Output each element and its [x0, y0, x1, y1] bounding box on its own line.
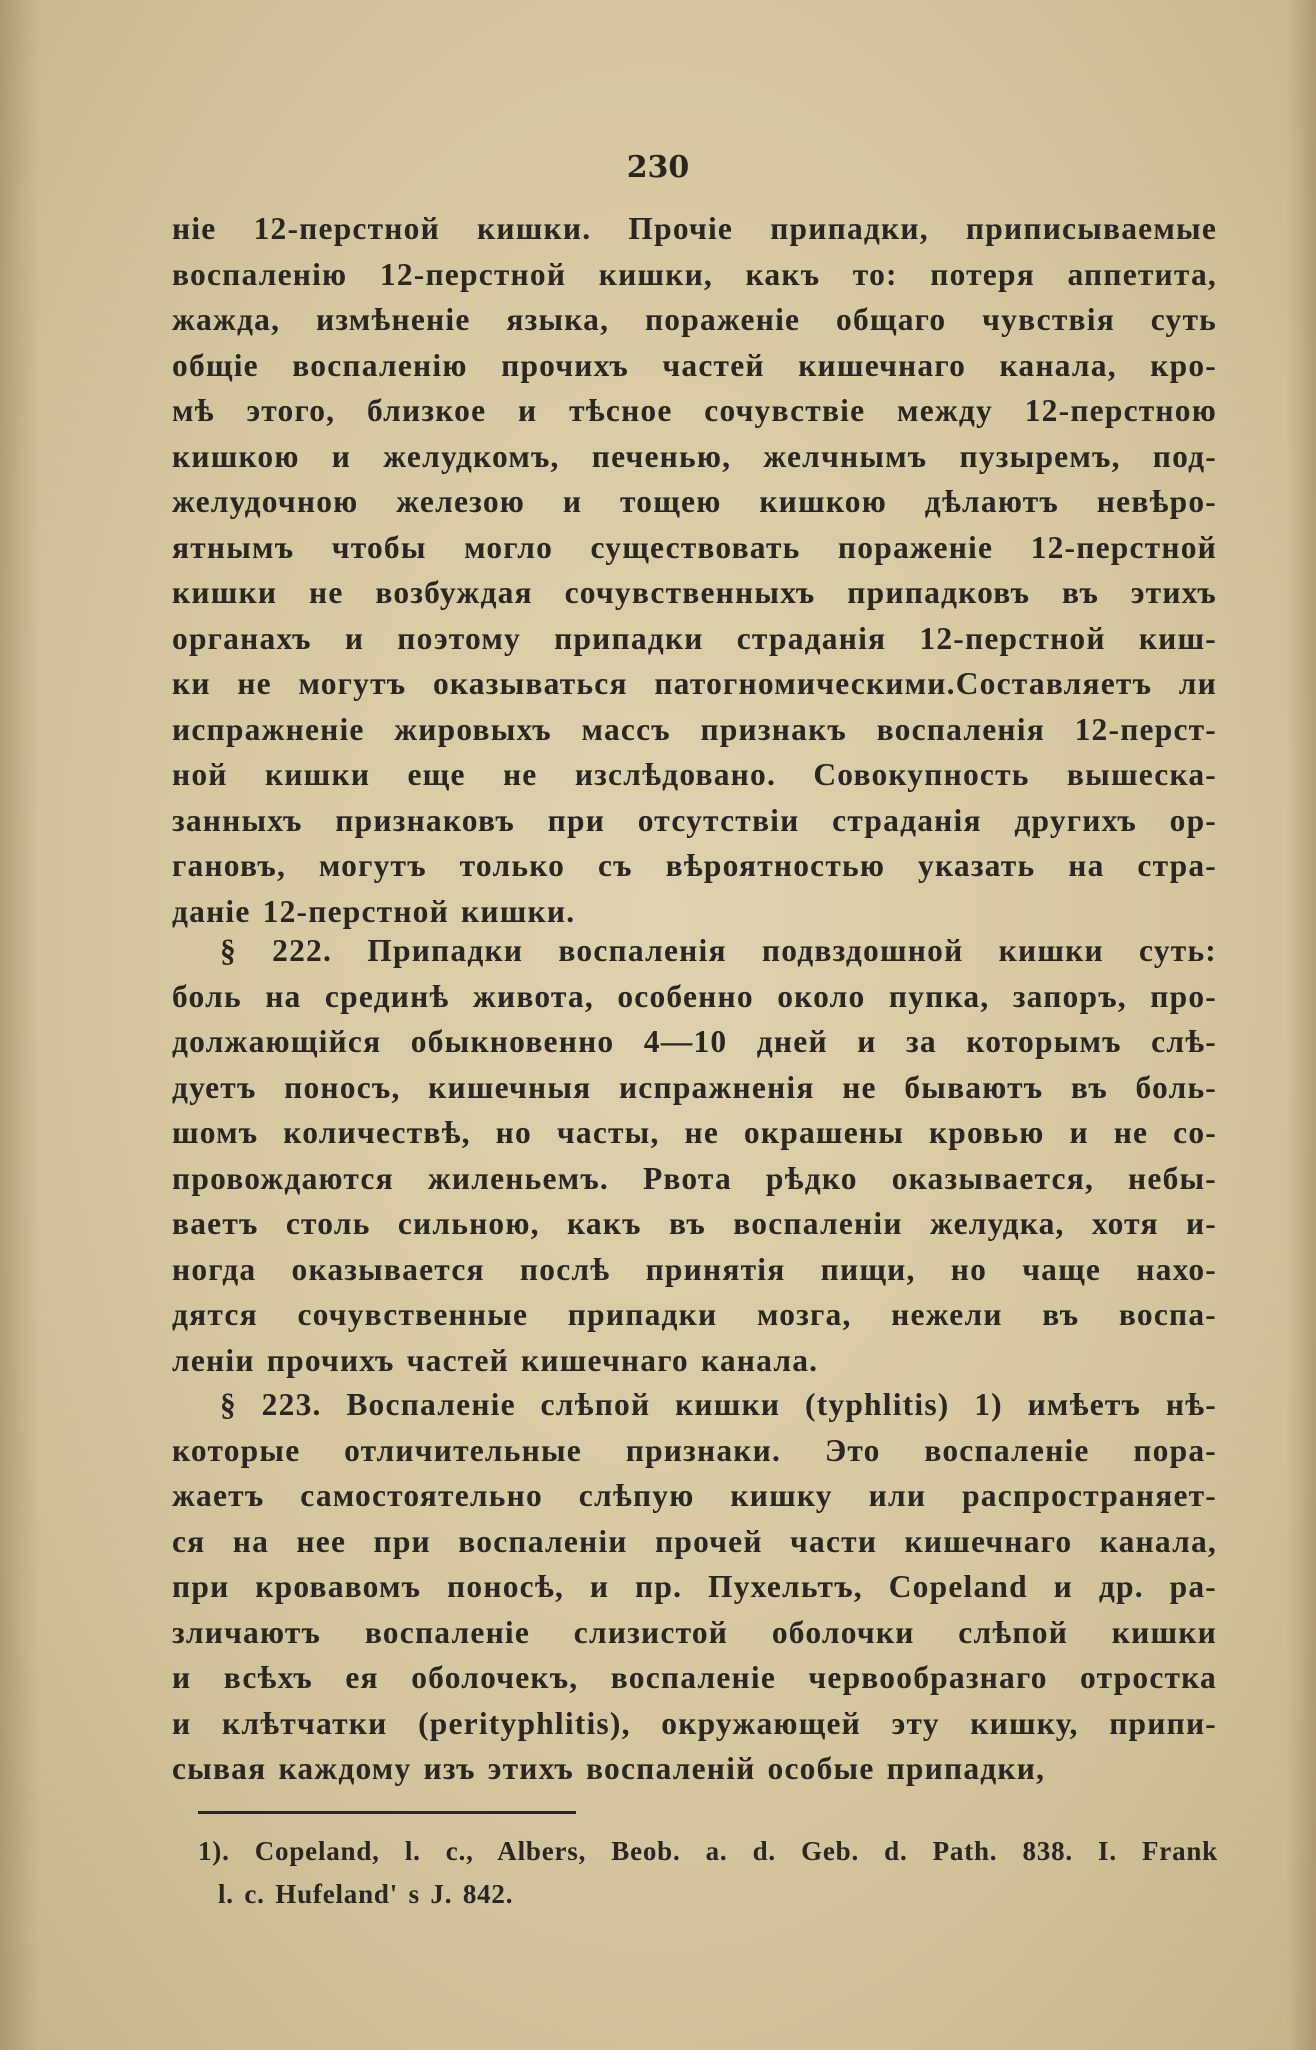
text-line: дуетъ поносъ, кишечныя испражненія не бываютъ въ боль- [172, 1069, 1217, 1105]
text-line: воспаленію 12-перстной кишки, какъ то: потеря аппетита, [172, 256, 1217, 292]
text-line: ніе 12-перстной кишки. Прочіе припадки, приписываемые [172, 211, 1217, 246]
text-line: органахъ и поэтому припадки страданія 12-перстной киш- [172, 620, 1217, 656]
footnote-line: l. c. Hufeland' s J. 842. [218, 1879, 514, 1909]
paragraph-section-222 [172, 928, 1217, 1383]
footnote-separator [198, 1811, 576, 1814]
text-line: боль на срединѣ живота, особенно около пупка, запоръ, про- [172, 978, 1217, 1014]
text-line: ваетъ столь сильною, какъ въ воспаленіи желудка, хотя и- [172, 1206, 1217, 1241]
text-line: которые отличительные признаки. Это воспаленіе пора- [172, 1432, 1217, 1468]
text-line: жаетъ самостоятельно слѣпую кишку или распространяет- [172, 1478, 1217, 1513]
text-line: занныхъ признаковъ при отсутствіи страданія другихъ ор- [172, 802, 1217, 838]
text-line: даніе 12-перстной кишки. [172, 893, 576, 929]
right-page-edge [1286, 0, 1316, 2050]
left-page-edge [0, 0, 40, 2050]
paragraph-continuation [172, 206, 1217, 934]
text-line: кишки не возбуждая сочувственныхъ припадковъ въ этихъ [172, 575, 1217, 610]
text-line: кишкою и желудкомъ, печенью, желчнымъ пузыремъ, под- [172, 438, 1217, 474]
text-line: ной кишки еще не изслѣдовано. Совокупность вышеска- [172, 757, 1217, 792]
text-line: ки не могутъ оказываться патогномическими.Составляетъ ли [172, 666, 1217, 701]
text-line: леніи прочихъ частей кишечнаго канала. [172, 1342, 819, 1378]
text-line: должающійся обыкновенно 4—10 дней и за которымъ слѣ- [172, 1024, 1217, 1059]
text-line: зличаютъ воспаленіе слизистой оболочки слѣпой кишки [172, 1614, 1217, 1650]
paragraph-section-223 [172, 1382, 1217, 1792]
footnote-line: 1). Copeland, l. c., Albers, Beob. a. d. Geb. d. Path. 838. I. Frank [198, 1836, 1218, 1866]
text-line: и клѣтчатки (perityphlitis), окружающей эту кишку, припи- [172, 1705, 1217, 1741]
text-line: общіе воспаленію прочихъ частей кишечнаго канала, кро- [172, 347, 1217, 383]
text-line: ногда оказывается послѣ принятія пищи, но чаще нахо- [172, 1251, 1217, 1287]
text-line: ятнымъ чтобы могло существовать пораженіе 12-перстной [172, 529, 1217, 565]
text-line: сывая каждому изъ этихъ воспаленій особые припадки, [172, 1751, 1046, 1786]
text-line: § 222. Припадки воспаленія подвздошной кишки суть: [220, 933, 1217, 968]
text-line: мѣ этого, близкое и тѣсное сочувствіе между 12-перстною [172, 393, 1217, 428]
text-line: испражненіе жировыхъ массъ признакъ воспаленія 12-перст- [172, 711, 1217, 747]
page-number: 230 [626, 150, 690, 185]
text-line: ся на нее при воспаленіи прочей части кишечнаго канала, [172, 1523, 1217, 1559]
text-line: дятся сочувственные припадки мозга, нежели въ воспа- [172, 1297, 1217, 1332]
text-line: жажда, измѣненіе языка, пораженіе общаго чувствія суть [172, 302, 1217, 337]
text-line: провождаются жиленьемъ. Рвота рѣдко оказывается, небы- [172, 1160, 1217, 1196]
text-line: гановъ, могутъ только съ вѣроятностью указать на стра- [172, 848, 1217, 883]
text-line: и всѣхъ ея оболочекъ, воспаленіе червообразнаго отростка [172, 1660, 1217, 1695]
footnote [198, 1830, 1218, 1916]
text-line: шомъ количествѣ, но часты, не окрашены кровью и не со- [172, 1115, 1217, 1150]
text-line: § 223. Воспаленіе слѣпой кишки (typhlitis) 1) имѣетъ нѣ- [220, 1387, 1217, 1422]
text-line: при кровавомъ поносѣ, и пр. Пухельтъ, Copeland и др. ра- [172, 1569, 1217, 1604]
text-line: желудочною железою и тощею кишкою дѣлаютъ невѣро- [172, 484, 1217, 519]
